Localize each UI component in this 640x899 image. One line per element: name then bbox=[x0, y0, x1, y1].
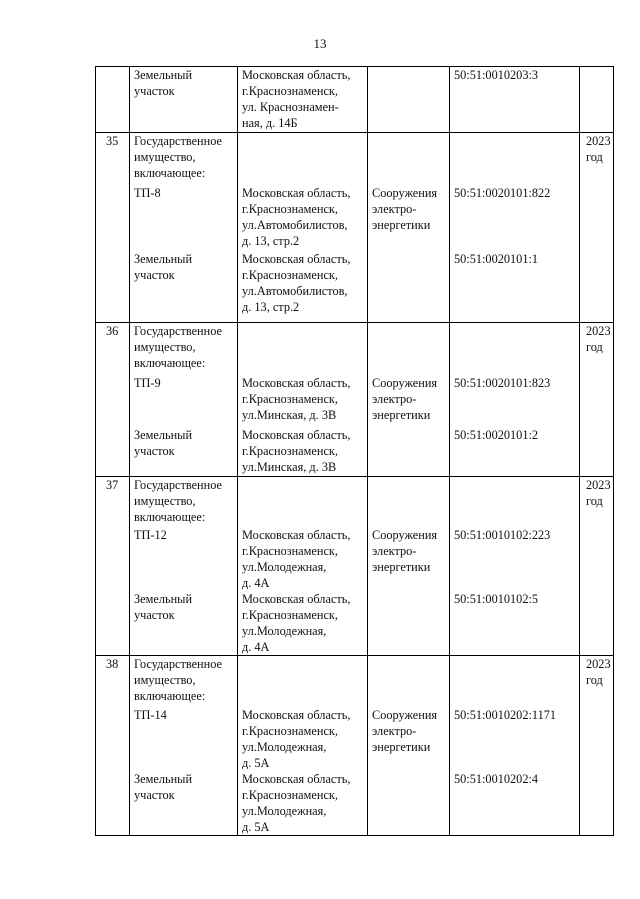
object-address bbox=[238, 655, 368, 707]
object-address: Московская область, г.Краснознаменск, ул.Минская, д. 3В bbox=[238, 427, 368, 477]
row-number bbox=[96, 67, 130, 133]
table-row bbox=[96, 655, 614, 707]
object-purpose bbox=[368, 133, 450, 185]
table-row bbox=[96, 133, 614, 185]
object-address: Московская область, г.Краснознаменск, ул.Молодежная, д. 4А bbox=[238, 527, 368, 591]
object-name: Государственное имущество, включающее: bbox=[130, 655, 238, 707]
object-purpose bbox=[368, 67, 450, 133]
cadastral-number: 50:51:0010202:1171 bbox=[450, 707, 580, 771]
object-purpose bbox=[368, 251, 450, 323]
object-name: ТП-14 bbox=[130, 707, 238, 771]
object-address: Московская область, г.Краснознаменск, ул.Молодежная, д. 5А bbox=[238, 771, 368, 836]
table-row bbox=[96, 771, 614, 836]
object-address: Московская область, г.Краснознаменск, ул.Молодежная, д. 4А bbox=[238, 591, 368, 656]
table-row bbox=[96, 323, 614, 375]
table-row bbox=[96, 527, 614, 591]
cadastral-number: 50:51:0010202:4 bbox=[450, 771, 580, 836]
object-name: Земельный участок bbox=[130, 251, 238, 323]
row-number: 37 bbox=[96, 477, 130, 656]
object-purpose bbox=[368, 323, 450, 375]
page-number: 13 bbox=[313, 36, 327, 51]
object-name: ТП-9 bbox=[130, 375, 238, 427]
property-table bbox=[95, 66, 614, 836]
row-number: 35 bbox=[96, 133, 130, 323]
object-name: Государственное имущество, включающее: bbox=[130, 133, 238, 185]
object-purpose: Сооружения электро- энергетики bbox=[368, 185, 450, 251]
transfer-year: 2023 год bbox=[580, 323, 614, 477]
object-name: Государственное имущество, включающее: bbox=[130, 323, 238, 375]
object-purpose bbox=[368, 591, 450, 656]
object-name: Земельный участок bbox=[130, 591, 238, 656]
object-purpose: Сооружения электро- энергетики bbox=[368, 707, 450, 771]
cadastral-number bbox=[450, 133, 580, 185]
object-name: Земельный участок bbox=[130, 771, 238, 836]
cadastral-number bbox=[450, 477, 580, 527]
object-purpose bbox=[368, 427, 450, 477]
object-name: ТП-12 bbox=[130, 527, 238, 591]
cadastral-number: 50:51:0010203:3 bbox=[450, 67, 580, 133]
object-name: Государственное имущество, включающее: bbox=[130, 477, 238, 527]
cadastral-number: 50:51:0010102:223 bbox=[450, 527, 580, 591]
table-row bbox=[96, 591, 614, 656]
transfer-year bbox=[580, 67, 614, 133]
cadastral-number: 50:51:0020101:1 bbox=[450, 251, 580, 323]
row-number: 36 bbox=[96, 323, 130, 477]
transfer-year: 2023 год bbox=[580, 133, 614, 323]
cadastral-number bbox=[450, 655, 580, 707]
object-name: Земельный участок bbox=[130, 67, 238, 133]
object-name: ТП-8 bbox=[130, 185, 238, 251]
object-address bbox=[238, 323, 368, 375]
cadastral-number bbox=[450, 323, 580, 375]
object-address: Московская область, г.Краснознаменск, ул.Минская, д. 3В bbox=[238, 375, 368, 427]
cadastral-number: 50:51:0020101:822 bbox=[450, 185, 580, 251]
object-address: Московская область, г.Краснознаменск, ул. Краснознамен- ная, д. 14Б bbox=[238, 67, 368, 133]
object-name: Земельный участок bbox=[130, 427, 238, 477]
object-address: Московская область, г.Краснознаменск, ул.Молодежная, д. 5А bbox=[238, 707, 368, 771]
object-purpose bbox=[368, 655, 450, 707]
cadastral-number: 50:51:0020101:2 bbox=[450, 427, 580, 477]
object-address bbox=[238, 477, 368, 527]
table-row bbox=[96, 427, 614, 477]
cadastral-number: 50:51:0010102:5 bbox=[450, 591, 580, 656]
table-row bbox=[96, 375, 614, 427]
table-row bbox=[96, 185, 614, 251]
row-number: 38 bbox=[96, 655, 130, 836]
table-row bbox=[96, 707, 614, 771]
object-address: Московская область, г.Краснознаменск, ул.Автомобилистов, д. 13, стр.2 bbox=[238, 185, 368, 251]
table-row bbox=[96, 477, 614, 527]
cadastral-number: 50:51:0020101:823 bbox=[450, 375, 580, 427]
transfer-year: 2023 год bbox=[580, 655, 614, 836]
object-purpose: Сооружения электро- энергетики bbox=[368, 375, 450, 427]
table-row bbox=[96, 67, 614, 133]
object-purpose bbox=[368, 477, 450, 527]
object-address: Московская область, г.Краснознаменск, ул.Автомобилистов, д. 13, стр.2 bbox=[238, 251, 368, 323]
transfer-year: 2023 год bbox=[580, 477, 614, 656]
table-row bbox=[96, 251, 614, 323]
object-address bbox=[238, 133, 368, 185]
object-purpose: Сооружения электро- энергетики bbox=[368, 527, 450, 591]
object-purpose bbox=[368, 771, 450, 836]
